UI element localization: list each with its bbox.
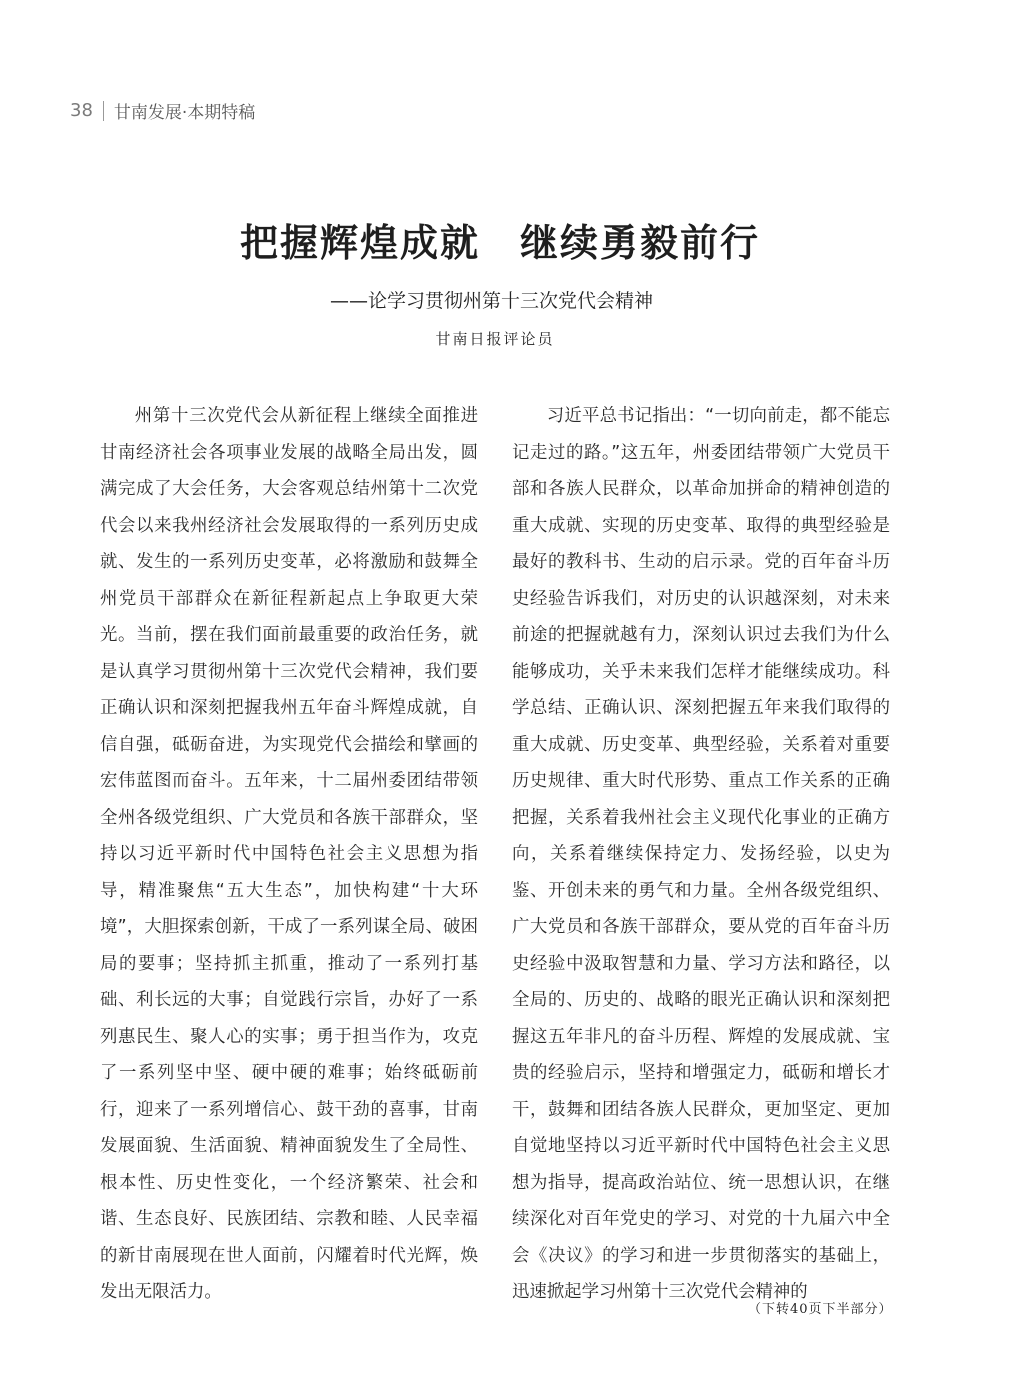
article-subtitle: ——论学习贯彻州第十三次党代会精神 <box>330 290 654 312</box>
header-divider <box>103 101 104 121</box>
article-title: 把握辉煌成就 继续勇毅前行 <box>239 220 760 265</box>
article-body-right-column: 习近平总书记指出：“一切向前走，都不能忘记走过的路。”这五年，州委团结带领广大党员干部和各族人民群众，以革命加拼命的精神创造的重大成就、实现的历史变革、取得的典型经验是最好的教科书、生动的启示录。党的百年奋斗历史经验告诉我们，对历史的认识越深刻，对未来前途的把握就越有力，深刻认识过去我们为什么能够成功，关乎未来我们怎样才能继续成功。科学总结、正确认识、深刻把握五年来我们取得的重大成就、历史变革、典型经验，关系着对重要历史规律、重大时代形势、重点工作关系的正确把握，关系着我州社会主义现代化事业的正确方向，关系着继续保持定力、发扬经验，以史为鉴、开创未来的勇气和力量。全州各级党组织、广大党员和各族干部群众，要从党的百年奋斗历史经验中汲取智慧和力量、学习方法和路径，以全局的、历史的、战略的眼光正确认识和深刻把握这五年非凡的奋斗历程、辉煌的发展成就、宝贵的经验启示，坚持和增强定力，砥砺和增长才干，鼓舞和团结各族人民群众，更加坚定、更加自觉地坚持以习近平新时代中国特色社会主义思想为指导，提高政治站位、统一思想认识，在继续深化对百年党史的学习、对党的十九届六中全会《决议》的学习和进一步贯彻落实的基础上，迅速掀起学习州第十三次党代会精神的 <box>512 406 890 1302</box>
section-title: 甘南发展·本期特稿 <box>113 103 256 123</box>
continued-note: （下转40页下半部分） <box>748 1302 893 1317</box>
article-body-left-column: 州第十三次党代会从新征程上继续全面推进甘南经济社会各项事业发展的战略全局出发，圆满完成了大会任务，大会客观总结州第十二次党代会以来我州经济社会发展取得的一系列历史成就、发生的一系列历史变革，必将激励和鼓舞全州党员干部群众在新征程新起点上争取更大荣光。当前，摆在我们面前最重要的政治任务，就是认真学习贯彻州第十三次党代会精神，我们要正确认识和深刻把握我州五年奋斗辉煌成就，自信自强，砥砺奋进，为实现党代会描绘和擘画的宏伟蓝图而奋斗。五年来，十二届州委团结带领全州各级党组织、广大党员和各族干部群众，坚持以习近平新时代中国特色社会主义思想为指导，精准聚焦“五大生态”，加快构建“十大环境”，大胆探索创新，干成了一系列谋全局、破困局的要事；坚持抓主抓重，推动了一系列打基础、利长远的大事；自觉践行宗旨，办好了一系列惠民生、聚人心的实事；勇于担当作为，攻克了一系列坚中坚、硬中硬的难事；始终砥砺前行，迎来了一系列增信心、鼓干劲的喜事，甘南发展面貌、生活面貌、精神面貌发生了全局性、根本性、历史性变化，一个经济繁荣、社会和谐、生态良好、民族团结、宗教和睦、人民幸福的新甘南展现在世人面前，闪耀着时代光辉，焕发出无限活力。 <box>100 406 478 1302</box>
article-byline: 甘南日报评论员 <box>435 330 555 348</box>
page-header <box>70 98 255 123</box>
page-number: 38 <box>70 100 93 121</box>
